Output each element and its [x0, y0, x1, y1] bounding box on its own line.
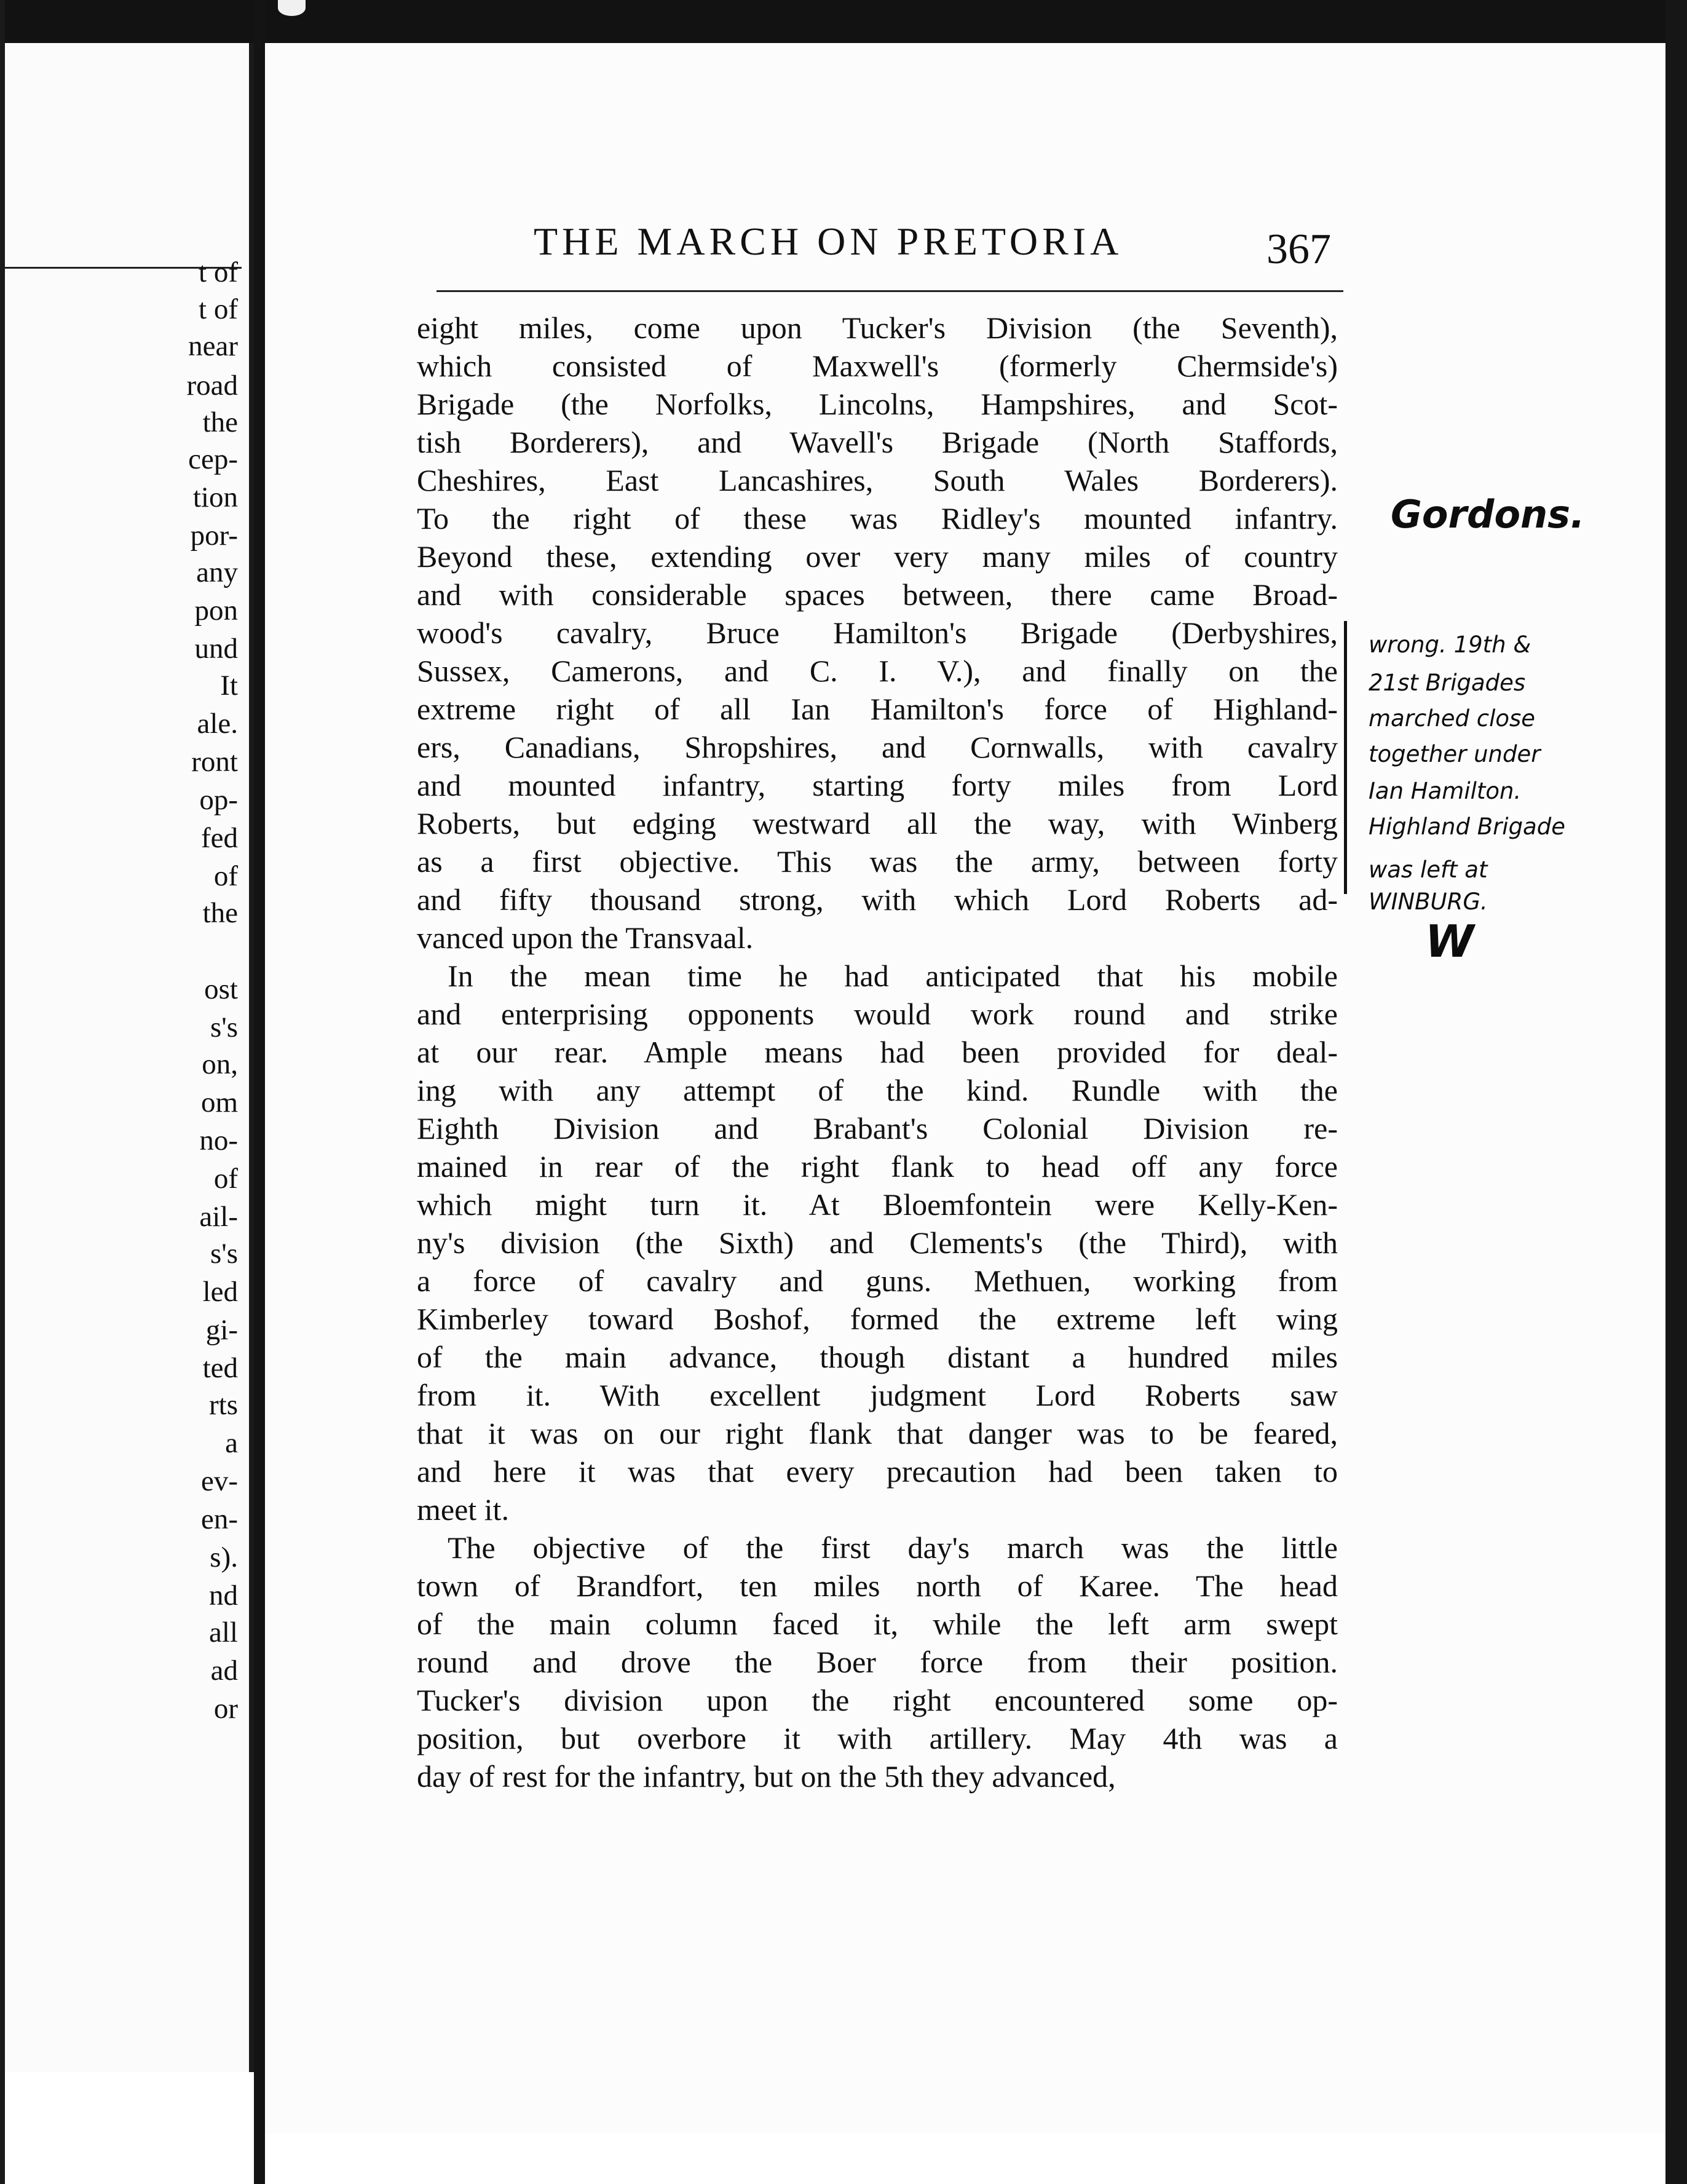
text-line: and with considerable spaces between, there came Broad- — [417, 577, 1338, 612]
facing-page-line: on, — [202, 1048, 238, 1080]
text-line: Tucker's division upon the right encountered some op- — [417, 1683, 1338, 1717]
facing-page-line: tion — [192, 481, 238, 513]
facing-page-line: und — [194, 633, 238, 665]
facing-page-line: the — [202, 406, 238, 438]
facing-page-line: ale. — [197, 708, 238, 740]
facing-page-line: It — [220, 670, 238, 702]
facing-page-line: cep- — [188, 443, 238, 475]
text-line: day of rest for the infantry, but on the 5th they advanced, — [417, 1759, 1116, 1794]
text-line: that it was on our right flank that danger was to be feared, — [417, 1416, 1338, 1450]
facing-page-line: ad — [210, 1655, 238, 1687]
facing-page-line: all — [209, 1616, 238, 1648]
running-head: THE MARCH ON PRETORIA — [534, 220, 1123, 263]
text-line: a force of cavalry and guns. Methuen, working from — [417, 1264, 1338, 1298]
text-line: Brigade (the Norfolks, Lincolns, Hampshires, and Scot- — [417, 387, 1338, 421]
facing-page-line: of — [213, 1163, 238, 1195]
facing-page-line: s's — [210, 1011, 238, 1043]
text-line: ing with any attempt of the kind. Rundle with the — [417, 1073, 1338, 1107]
text-line: as a first objective. This was the army, between forty — [417, 844, 1338, 879]
paragraph — [417, 309, 1338, 957]
text-line: extreme right of all Ian Hamilton's force of Highland- — [417, 692, 1338, 726]
text-line: which might turn it. At Bloemfontein were Kelly-Ken- — [417, 1187, 1338, 1222]
annotation-line: together under — [1369, 741, 1541, 767]
text-line: position, but overbore it with artillery. May 4th was a — [417, 1721, 1338, 1755]
text-line: Roberts, but edging westward all the way, with Winberg — [417, 806, 1338, 841]
facing-page-line: led — [202, 1276, 238, 1308]
facing-page-line: road — [186, 370, 238, 402]
facing-page-line: the — [202, 897, 238, 929]
annotation-gordons: Gordons. — [1391, 492, 1585, 537]
text-line: and mounted infantry, starting forty miles from Lord — [417, 768, 1338, 802]
facing-page-fragment — [5, 43, 254, 2072]
text-line: In the mean time he had anticipated that his mobile — [448, 959, 1338, 993]
scan-right-border — [1665, 0, 1687, 2184]
facing-page-line: ail- — [199, 1201, 238, 1233]
facing-page-line: ted — [202, 1352, 238, 1384]
facing-page-line: por- — [190, 520, 238, 552]
text-line: Beyond these, extending over very many miles of country — [417, 539, 1338, 574]
text-line: meet it. — [417, 1492, 509, 1527]
facing-page-line: gi- — [205, 1314, 238, 1346]
facing-page-line: ev- — [200, 1465, 238, 1497]
text-line: vanced upon the Transvaal. — [417, 920, 754, 955]
text-line: Kimberley toward Boshof, formed the extreme left wing — [417, 1302, 1338, 1336]
facing-page-line: a — [225, 1427, 238, 1459]
body-text — [417, 309, 1338, 1795]
facing-page-line: ost — [204, 973, 238, 1005]
facing-page-line: no- — [199, 1125, 238, 1157]
annotation-line: was left at — [1369, 857, 1488, 883]
text-line: and fifty thousand strong, with which Lord Roberts ad- — [417, 882, 1338, 917]
facing-page-line: t of — [199, 256, 238, 288]
annotation-initials: W — [1425, 916, 1474, 967]
text-line: ny's division (the Sixth) and Clements's (the Third), with — [417, 1225, 1338, 1260]
text-line: The objective of the first day's march was the little — [448, 1530, 1338, 1565]
scan-top-border — [0, 0, 1687, 43]
page-number: 367 — [1266, 226, 1331, 273]
text-line: and enterprising opponents would work round and strike — [417, 997, 1338, 1031]
text-line: ers, Canadians, Shropshires, and Cornwalls, with cavalry — [417, 730, 1338, 764]
facing-page-line: rts — [209, 1389, 238, 1421]
facing-page-line: t of — [199, 293, 238, 325]
text-line: at our rear. Ample means had been provided for deal- — [417, 1035, 1338, 1069]
text-line: from it. With excellent judgment Lord Roberts saw — [417, 1378, 1338, 1412]
facing-page-line: pon — [194, 595, 238, 627]
margin-bracket — [1344, 621, 1347, 894]
facing-page-line: s). — [210, 1541, 238, 1573]
facing-page-line: nd — [209, 1580, 238, 1612]
text-line: of the main column faced it, while the left arm swept — [417, 1607, 1338, 1641]
text-line: To the right of these was Ridley's mounted infantry. — [417, 501, 1338, 536]
facing-page-line: of — [213, 860, 238, 892]
text-line: round and drove the Boer force from their position. — [417, 1645, 1338, 1679]
text-line: Cheshires, East Lancashires, South Wales Borderers). — [417, 463, 1338, 497]
annotation-line: 21st Brigades — [1369, 670, 1526, 696]
facing-page-line: ront — [191, 746, 238, 778]
header-rule — [437, 290, 1343, 292]
annotation-line: WINBURG. — [1369, 888, 1488, 915]
facing-page-line: near — [188, 330, 238, 362]
text-line: Sussex, Camerons, and C. I. V.), and finally on the — [417, 654, 1338, 688]
facing-page-line: fed — [200, 822, 238, 854]
text-line: eight miles, come upon Tucker's Division (the Seventh), — [417, 311, 1338, 345]
text-line: which consisted of Maxwell's (formerly Chermside's) — [417, 349, 1338, 383]
text-line: mained in rear of the right flank to head off any force — [417, 1149, 1338, 1184]
text-line: Eighth Division and Brabant's Colonial Division re- — [417, 1111, 1338, 1145]
text-line: of the main advance, though distant a hundred miles — [417, 1340, 1338, 1374]
facing-page-line: op- — [199, 784, 238, 816]
text-line: tish Borderers), and Wavell's Brigade (North Staffords, — [417, 425, 1338, 459]
text-line: and here it was that every precaution had been taken to — [417, 1454, 1338, 1489]
book-gutter — [254, 0, 265, 2184]
annotation-line: marched close — [1369, 705, 1536, 732]
facing-page-line: any — [196, 556, 238, 588]
annotation-line: Ian Hamilton. — [1369, 778, 1522, 804]
scan-artifact — [278, 0, 306, 16]
annotation-line: wrong. 19th & — [1369, 631, 1531, 658]
text-line: wood's cavalry, Bruce Hamilton's Brigade (Derbyshires, — [417, 615, 1338, 650]
facing-page-line: en- — [200, 1503, 238, 1535]
facing-page-line: om — [200, 1086, 238, 1118]
paragraph — [417, 1529, 1338, 1795]
annotation-line: Highland Brigade — [1369, 813, 1565, 840]
paragraph — [417, 957, 1338, 1529]
facing-page-line: or — [213, 1693, 238, 1725]
facing-page-line: s's — [210, 1238, 238, 1270]
text-line: town of Brandfort, ten miles north of Karee. The head — [417, 1569, 1338, 1603]
scan-left-border — [0, 0, 5, 2184]
